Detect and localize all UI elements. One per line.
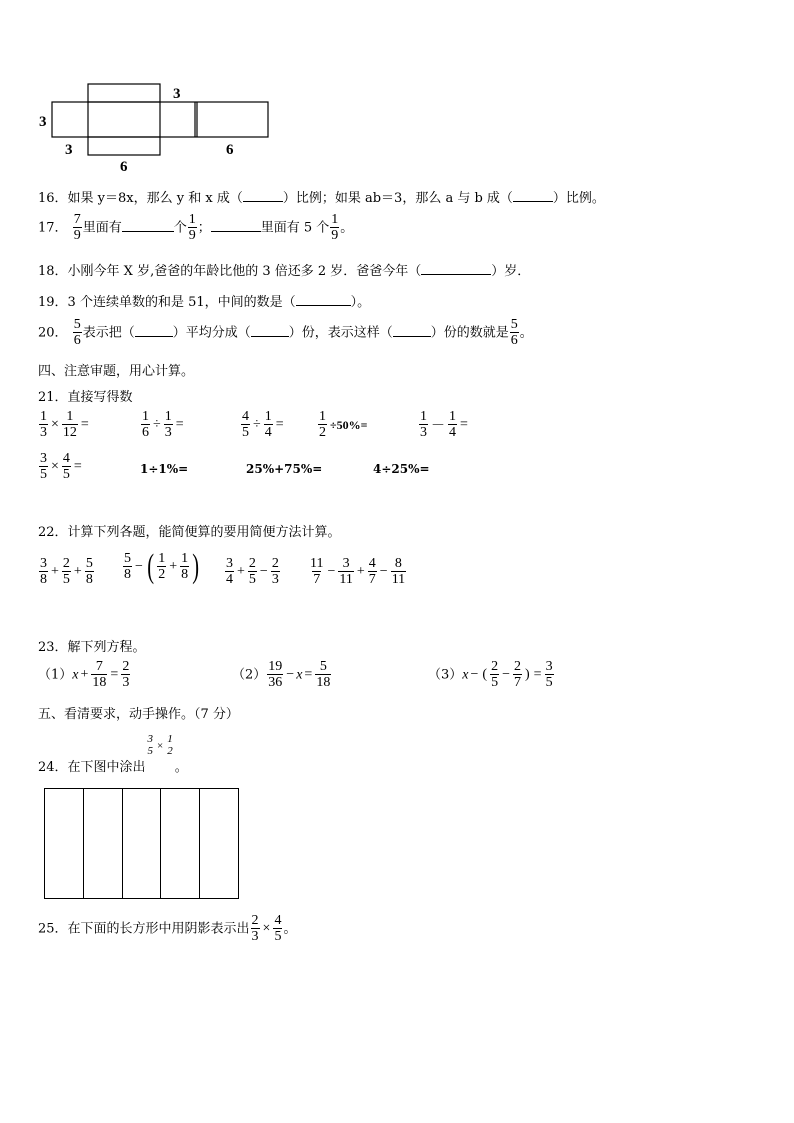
q25-text: 25．在下面的长方形中用阴影表示出 xyxy=(38,921,250,937)
question-25: 25．在下面的长方形中用阴影表示出 $\frac{2}{3}$ × $\frac{4}{5}$ 。 xyxy=(38,913,297,944)
q19-end: ）。 xyxy=(350,295,371,310)
q24-fraction-b: 1 2 xyxy=(167,733,173,757)
q21-item-6: $\frac{3}{5}$ × $\frac{4}{5}$ = xyxy=(40,451,82,482)
q21-item-7: 1÷1%= xyxy=(140,462,189,476)
q16-text-3: ）比例。 xyxy=(552,191,605,206)
q18-blank[interactable] xyxy=(421,262,491,275)
cuboid-net-diagram xyxy=(30,78,280,178)
question-18 xyxy=(38,260,530,279)
q17-number: 17． xyxy=(38,220,68,236)
q25-fraction-b: $\frac{4}{5}$ xyxy=(274,913,282,944)
rectangle-column[interactable] xyxy=(123,789,162,898)
q16-text-1: 如果 y＝8x，那么 y 和 x 成（ xyxy=(67,191,243,206)
q21-item-8: 25%+75%= xyxy=(246,462,323,476)
q20-text-5: 。 xyxy=(519,325,533,341)
rectangle-column[interactable] xyxy=(45,789,84,898)
q17-fraction-2: $\frac{1}{9}$ xyxy=(188,212,196,243)
q17-text-5: 。 xyxy=(340,220,354,236)
question-16 xyxy=(38,187,605,206)
net-label-top: 3 xyxy=(173,86,181,102)
q25-fraction-a: $\frac{2}{3}$ xyxy=(251,913,259,944)
q18-end: ）岁． xyxy=(491,264,531,279)
q21-item-2: $\frac{1}{6}$ ÷ $\frac{1}{3}$ = xyxy=(142,409,184,440)
q21-item-5: $\frac{1}{3}$ － $\frac{1}{4}$ = xyxy=(420,409,468,440)
q22-expression-1: $\frac{3}{8}$ + $\frac{2}{5}$ + $\frac{5}{8}$ xyxy=(40,556,93,587)
q23-equation-1: （1）x + $\frac{7}{18}$ = $\frac{2}{3}$ xyxy=(38,659,130,690)
q16-blank-2[interactable] xyxy=(513,189,553,202)
q20-blank-1[interactable] xyxy=(135,324,173,337)
question-19 xyxy=(38,291,370,310)
q16-blank-1[interactable] xyxy=(243,189,283,202)
section-5-heading: 五、看清要求，动手操作。（7 分） xyxy=(38,707,239,722)
q24-text: 24．在下图中涂出 xyxy=(38,760,146,775)
q22-expression-3: $\frac{3}{4}$ + $\frac{2}{5}$ − $\frac{2}{3}$ xyxy=(226,556,279,587)
section-4-heading: 四、注意审题，用心计算。 xyxy=(38,364,195,379)
q17-blank-1[interactable] xyxy=(122,219,174,232)
q21-item-9: 4÷25%= xyxy=(373,462,430,476)
question-17 xyxy=(38,213,353,243)
net-label-bottom: 6 xyxy=(120,159,128,175)
rectangle-column[interactable] xyxy=(200,789,238,898)
q17-text-3: ； xyxy=(197,220,211,236)
q17-text-2: 个 xyxy=(173,220,187,236)
q20-number: 20． xyxy=(38,325,68,341)
q20-text-3: ）份，表示这样（ xyxy=(288,325,393,341)
q20-text-1: 表示把（ xyxy=(82,325,135,341)
q20-text-4: ）份的数就是 xyxy=(430,325,509,341)
q18-text: 小刚今年 X 岁,爸爸的年龄比他的 3 倍还多 2 岁．爸爸今年（ xyxy=(67,264,422,279)
q22-expression-4: $\frac{11}{7}$ − $\frac{3}{11}$ + $\frac{4}{7}$ − $\frac{8}{11}$ xyxy=(310,556,406,587)
net-label-bottom-left: 3 xyxy=(65,142,73,158)
q20-fraction-1: $\frac{5}{6}$ xyxy=(73,317,81,348)
q17-fraction-1: $\frac{7}{9}$ xyxy=(73,212,81,243)
net-label-left: 3 xyxy=(39,114,47,130)
q17-text-4: 里面有 5 个 xyxy=(260,220,330,236)
q19-blank[interactable] xyxy=(296,293,351,306)
q24-shading-rectangle[interactable] xyxy=(44,788,239,899)
net-label-right: 6 xyxy=(226,142,234,158)
q19-number: 19． xyxy=(38,295,68,310)
q17-fraction-3: $\frac{1}{9}$ xyxy=(331,212,339,243)
question-20 xyxy=(38,318,533,348)
question-21-title: 21．直接写得数 xyxy=(38,390,133,405)
q19-text: 3 个连续单数的和是 51，中间的数是（ xyxy=(67,295,296,310)
q24-fraction-a: 3 5 xyxy=(147,733,154,757)
q21-item-3: $\frac{4}{5}$ ÷ $\frac{1}{4}$ = xyxy=(242,409,284,440)
q23-equation-3: （3）x − ( $\frac{2}{5}$ − $\frac{2}{7}$ ) = $\frac{3}{5}$ xyxy=(428,659,553,690)
q20-fraction-2: $\frac{5}{6}$ xyxy=(510,317,518,348)
q18-number: 18． xyxy=(38,264,68,279)
q23-equation-2: （2） $\frac{19}{36}$ − x = $\frac{5}{18}$ xyxy=(232,659,331,690)
q22-expression-2: $\frac{5}{8}$ − ( $\frac{1}{2}$ + $\frac{1}{8}$ ) xyxy=(124,548,200,585)
q17-text-1: 里面有 xyxy=(82,220,122,236)
q21-item-1: $\frac{1}{3}$ × $\frac{1}{12}$ = xyxy=(40,409,89,440)
question-23-title: 23．解下列方程。 xyxy=(38,640,146,655)
question-22-title: 22．计算下列各题，能简便算的要用简便方法计算。 xyxy=(38,525,341,540)
rectangle-column[interactable] xyxy=(161,789,200,898)
q16-text-2: ）比例；如果 ab＝3，那么 a 与 b 成（ xyxy=(282,191,513,206)
question-24: 24．在下图中涂出 3 5 × 1 2 。 xyxy=(38,733,188,775)
q20-text-2: ）平均分成（ xyxy=(172,325,251,341)
q16-number: 16． xyxy=(38,191,68,206)
rectangle-column[interactable] xyxy=(84,789,123,898)
q17-blank-2[interactable] xyxy=(211,219,261,232)
q20-blank-3[interactable] xyxy=(393,324,431,337)
q21-item-4: $\frac{1}{2}$ ÷50%= xyxy=(319,409,368,440)
q20-blank-2[interactable] xyxy=(251,324,289,337)
